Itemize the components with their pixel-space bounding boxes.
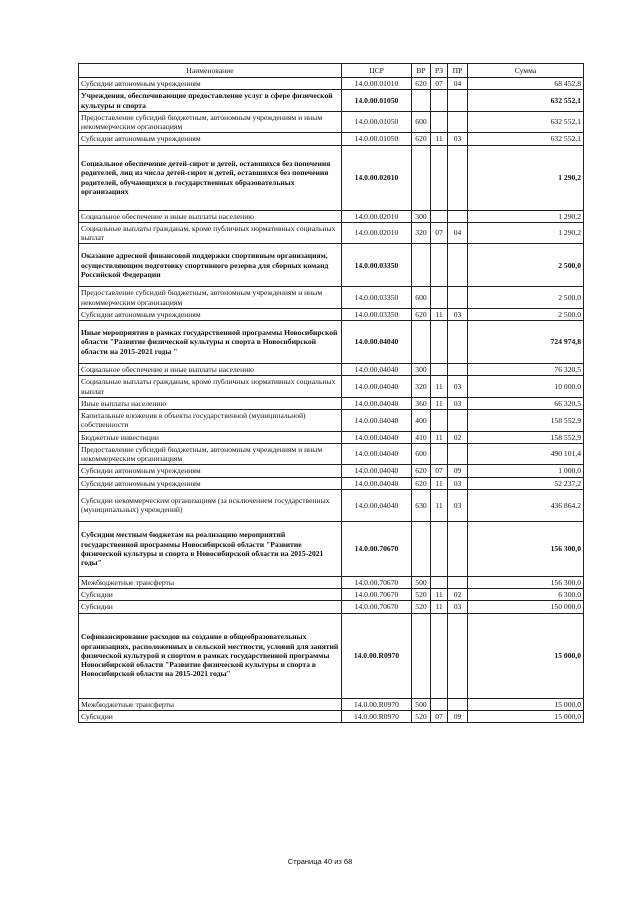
- cell-rz: [431, 521, 448, 576]
- cell-sum: 632 552,1: [468, 111, 584, 133]
- cell-vr: [412, 521, 431, 576]
- header-pr: ПР: [448, 64, 468, 78]
- cell-pr: 09: [448, 465, 468, 477]
- cell-name: Предоставление субсидий бюджетным, автономным учреждениям и иным некоммерческим организациям: [79, 111, 342, 133]
- cell-name: Субсидии автономным учреждениям: [79, 133, 342, 145]
- cell-pr: 03: [448, 376, 468, 398]
- table-row: [79, 133, 584, 145]
- cell-name: Социальное обеспечение детей-сирот и детей, оставшихся без попечения родителей, лиц из числа детей-сирот и детей, оставшихся без попечения родителей, обучающихся в государственных образовательных организациях: [79, 145, 342, 210]
- cell-csr: 14.0.00.03350: [342, 308, 412, 320]
- cell-rz: 11: [431, 489, 448, 521]
- cell-sum: 150 000,0: [468, 601, 584, 613]
- cell-sum: 158 552,9: [468, 431, 584, 443]
- cell-vr: 500: [412, 576, 431, 588]
- cell-sum: 490 101,4: [468, 443, 584, 465]
- budget-table: [78, 63, 584, 723]
- cell-rz: 07: [431, 78, 448, 90]
- cell-pr: 03: [448, 397, 468, 409]
- table-row: [79, 376, 584, 398]
- cell-rz: [431, 613, 448, 698]
- cell-name: Предоставление субсидий бюджетным, автономным учреждениям и иным некоммерческим организациям: [79, 443, 342, 465]
- cell-rz: [431, 443, 448, 465]
- cell-rz: [431, 698, 448, 710]
- cell-vr: 620: [412, 308, 431, 320]
- cell-sum: 2 500,0: [468, 287, 584, 309]
- cell-pr: 09: [448, 710, 468, 722]
- table-row: [79, 431, 584, 443]
- header-name: Наименование: [79, 64, 342, 78]
- cell-rz: 07: [431, 222, 448, 244]
- cell-name: Социальное обеспечение и иные выплаты населению: [79, 364, 342, 376]
- cell-vr: 600: [412, 287, 431, 309]
- header-rz: РЗ: [431, 64, 448, 78]
- cell-rz: 07: [431, 465, 448, 477]
- cell-rz: [431, 364, 448, 376]
- cell-rz: 11: [431, 308, 448, 320]
- table-row: [79, 111, 584, 133]
- cell-vr: 620: [412, 477, 431, 489]
- cell-rz: 11: [431, 133, 448, 145]
- cell-name: Межбюджетные трансферты: [79, 576, 342, 588]
- cell-rz: 11: [431, 477, 448, 489]
- table-row: [79, 145, 584, 210]
- cell-vr: [412, 244, 431, 287]
- cell-sum: 76 320,5: [468, 364, 584, 376]
- cell-rz: [431, 410, 448, 432]
- cell-sum: 632 552,1: [468, 133, 584, 145]
- cell-rz: [431, 576, 448, 588]
- cell-pr: [448, 287, 468, 309]
- cell-vr: 320: [412, 376, 431, 398]
- cell-pr: 03: [448, 601, 468, 613]
- cell-csr: 14.0.00.01050: [342, 111, 412, 133]
- cell-sum: 632 552,1: [468, 90, 584, 112]
- cell-rz: [431, 244, 448, 287]
- cell-csr: 14.0.00.R0970: [342, 710, 412, 722]
- cell-name: Социальное обеспечение и иные выплаты населению: [79, 210, 342, 222]
- table-row: [79, 90, 584, 112]
- cell-csr: 14.0.00.03350: [342, 287, 412, 309]
- cell-csr: 14.0.00.02010: [342, 222, 412, 244]
- cell-pr: [448, 111, 468, 133]
- cell-rz: [431, 321, 448, 364]
- cell-sum: 15 000,0: [468, 710, 584, 722]
- cell-rz: 11: [431, 397, 448, 409]
- cell-sum: 158 552,9: [468, 410, 584, 432]
- table-row: [79, 364, 584, 376]
- cell-rz: [431, 90, 448, 112]
- cell-pr: 04: [448, 78, 468, 90]
- table-row: [79, 589, 584, 601]
- table-row: [79, 477, 584, 489]
- cell-csr: 14.0.00.04040: [342, 376, 412, 398]
- cell-sum: 6 300,0: [468, 589, 584, 601]
- table-row: [79, 710, 584, 722]
- cell-rz: [431, 287, 448, 309]
- cell-pr: [448, 698, 468, 710]
- cell-vr: [412, 90, 431, 112]
- cell-csr: 14.0.00.02010: [342, 210, 412, 222]
- cell-sum: 15 000,0: [468, 613, 584, 698]
- cell-rz: [431, 145, 448, 210]
- cell-sum: 10 000,0: [468, 376, 584, 398]
- cell-vr: 600: [412, 111, 431, 133]
- cell-csr: 14.0.00.04040: [342, 443, 412, 465]
- cell-pr: [448, 90, 468, 112]
- cell-vr: 620: [412, 465, 431, 477]
- header-sum: Сумма: [468, 64, 584, 78]
- cell-vr: 300: [412, 210, 431, 222]
- cell-csr: 14.0.00.70670: [342, 576, 412, 588]
- cell-rz: 11: [431, 589, 448, 601]
- cell-vr: 360: [412, 397, 431, 409]
- cell-pr: [448, 244, 468, 287]
- cell-vr: 410: [412, 431, 431, 443]
- cell-name: Социальные выплаты гражданам, кроме публичных нормативных социальных выплат: [79, 222, 342, 244]
- cell-name: Иные мероприятия в рамках государственной программы Новосибирской области "Развитие физической культуры и спорта в Новосибирской области на 2015-2021 годы ": [79, 321, 342, 364]
- cell-csr: 14.0.00.70670: [342, 589, 412, 601]
- cell-name: Субсидии: [79, 589, 342, 601]
- cell-csr: 14.0.00.02010: [342, 145, 412, 210]
- table-row: [79, 576, 584, 588]
- cell-vr: [412, 321, 431, 364]
- cell-sum: 68 452,8: [468, 78, 584, 90]
- cell-sum: 156 300,0: [468, 521, 584, 576]
- cell-name: Предоставление субсидий бюджетным, автономным учреждениям и иным некоммерческим организациям: [79, 287, 342, 309]
- cell-sum: 52 237,2: [468, 477, 584, 489]
- cell-sum: 436 864,2: [468, 489, 584, 521]
- cell-pr: [448, 576, 468, 588]
- table-row: [79, 222, 584, 244]
- table-row: [79, 698, 584, 710]
- cell-sum: 2 500,0: [468, 244, 584, 287]
- cell-rz: 07: [431, 710, 448, 722]
- cell-csr: 14.0.00.R0970: [342, 613, 412, 698]
- cell-name: Межбюджетные трансферты: [79, 698, 342, 710]
- cell-pr: 03: [448, 477, 468, 489]
- cell-vr: 400: [412, 410, 431, 432]
- cell-pr: [448, 145, 468, 210]
- cell-vr: 620: [412, 133, 431, 145]
- cell-name: Иные выплаты населению: [79, 397, 342, 409]
- cell-vr: 600: [412, 443, 431, 465]
- page-number: Страница 40 из 68: [287, 857, 353, 866]
- cell-csr: 14.0.00.70670: [342, 521, 412, 576]
- cell-pr: 03: [448, 133, 468, 145]
- cell-csr: 14.0.00.03350: [342, 244, 412, 287]
- cell-csr: 14.0.00.R0970: [342, 698, 412, 710]
- cell-csr: 14.0.00.04040: [342, 477, 412, 489]
- cell-vr: 630: [412, 489, 431, 521]
- table-row: [79, 397, 584, 409]
- cell-name: Субсидии некоммерческим организациям (за исключением государственных (муниципальных) учреждений): [79, 489, 342, 521]
- cell-pr: 03: [448, 489, 468, 521]
- cell-pr: [448, 364, 468, 376]
- cell-name: Субсидии: [79, 710, 342, 722]
- table-row: [79, 321, 584, 364]
- cell-csr: 14.0.00.01050: [342, 90, 412, 112]
- cell-vr: 520: [412, 710, 431, 722]
- table-header-row: [79, 64, 584, 78]
- table-body: [79, 78, 584, 723]
- table-row: [79, 244, 584, 287]
- table-row: [79, 489, 584, 521]
- table-row: [79, 308, 584, 320]
- cell-vr: 520: [412, 601, 431, 613]
- cell-name: Капитальные вложения в объекты государственной (муниципальной) собственности: [79, 410, 342, 432]
- table-row: [79, 465, 584, 477]
- cell-pr: 04: [448, 222, 468, 244]
- table-row: [79, 410, 584, 432]
- cell-pr: [448, 613, 468, 698]
- cell-rz: [431, 111, 448, 133]
- cell-vr: 620: [412, 78, 431, 90]
- cell-sum: 156 300,0: [468, 576, 584, 588]
- cell-sum: 2 500,0: [468, 308, 584, 320]
- cell-rz: 11: [431, 601, 448, 613]
- cell-sum: 724 974,8: [468, 321, 584, 364]
- cell-csr: 14.0.00.70670: [342, 601, 412, 613]
- cell-csr: 14.0.00.01010: [342, 78, 412, 90]
- cell-rz: 11: [431, 376, 448, 398]
- cell-vr: 320: [412, 222, 431, 244]
- cell-pr: 02: [448, 589, 468, 601]
- cell-vr: 520: [412, 589, 431, 601]
- cell-name: Оказание адресной финансовой поддержки спортивным организациям, осуществляющим подготовку спортивного резерва для сборных команд Российской Федерации: [79, 244, 342, 287]
- cell-vr: [412, 613, 431, 698]
- cell-csr: 14.0.00.04040: [342, 489, 412, 521]
- cell-name: Субсидии автономным учреждениям: [79, 465, 342, 477]
- cell-name: Субсидии автономным учреждениям: [79, 78, 342, 90]
- cell-csr: 14.0.00.04040: [342, 364, 412, 376]
- cell-sum: 1 290,2: [468, 145, 584, 210]
- cell-pr: [448, 521, 468, 576]
- cell-pr: [448, 210, 468, 222]
- cell-name: Субсидии: [79, 601, 342, 613]
- table-row: [79, 287, 584, 309]
- cell-sum: 15 000,0: [468, 698, 584, 710]
- cell-name: Бюджетные инвестиции: [79, 431, 342, 443]
- cell-rz: [431, 210, 448, 222]
- table-row: [79, 613, 584, 698]
- cell-pr: [448, 443, 468, 465]
- cell-csr: 14.0.00.04040: [342, 431, 412, 443]
- cell-name: Субсидии автономным учреждениям: [79, 308, 342, 320]
- cell-csr: 14.0.00.04040: [342, 410, 412, 432]
- cell-csr: 14.0.00.01050: [342, 133, 412, 145]
- cell-sum: 1 290,2: [468, 222, 584, 244]
- table-row: [79, 521, 584, 576]
- cell-name: Учреждения, обеспечивающие предоставление услуг в сфере физической культуры и спорта: [79, 90, 342, 112]
- cell-vr: 500: [412, 698, 431, 710]
- cell-vr: [412, 145, 431, 210]
- cell-name: Субсидии автономным учреждениям: [79, 477, 342, 489]
- cell-rz: 11: [431, 431, 448, 443]
- cell-vr: 300: [412, 364, 431, 376]
- cell-pr: [448, 321, 468, 364]
- cell-name: Субсидии местным бюджетам на реализацию мероприятий государственной программы Новосибирской области "Развитие физической культуры и спорта в Новосибирской области на 2015-2021 годы": [79, 521, 342, 576]
- table-row: [79, 601, 584, 613]
- cell-name: Софинансирование расходов на создание в общеобразовательных организациях, расположенных в сельской местности, условий для занятий физической культурой и спортом в рамках государственной программы Новосибирской области "Развитие физической культуры и спорта в Новосибирской области на 2015-2021 годы": [79, 613, 342, 698]
- header-vr: ВР: [412, 64, 431, 78]
- cell-sum: 66 320,5: [468, 397, 584, 409]
- table-row: [79, 210, 584, 222]
- cell-csr: 14.0.00.04040: [342, 397, 412, 409]
- cell-pr: 03: [448, 308, 468, 320]
- header-csr: ЦСР: [342, 64, 412, 78]
- cell-csr: 14.0.00.04040: [342, 465, 412, 477]
- table-row: [79, 78, 584, 90]
- cell-name: Социальные выплаты гражданам, кроме публичных нормативных социальных выплат: [79, 376, 342, 398]
- cell-pr: [448, 410, 468, 432]
- table-row: [79, 443, 584, 465]
- cell-sum: 1 290,2: [468, 210, 584, 222]
- cell-csr: 14.0.00.04040: [342, 321, 412, 364]
- cell-sum: 1 000,0: [468, 465, 584, 477]
- cell-pr: 02: [448, 431, 468, 443]
